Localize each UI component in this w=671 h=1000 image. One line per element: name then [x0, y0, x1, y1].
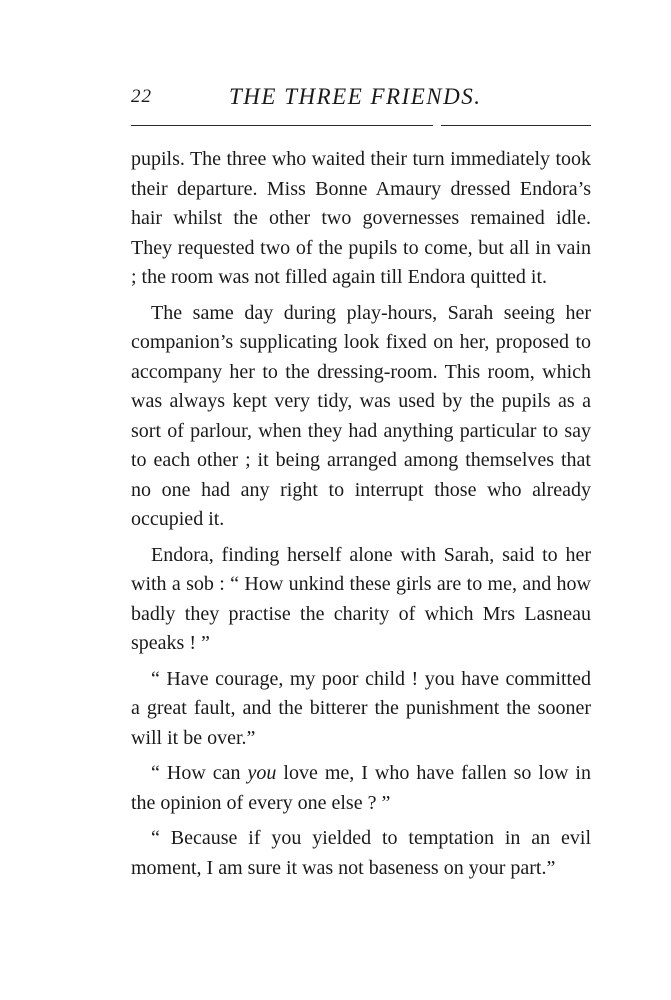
paragraph-2: The same day during play-hours, Sarah seeing her companion’s supplicating look fixed on her, proposed to accompany her to the dressing-room. This room, which was always kept very tidy, was used by the pupils as a sort of parlour, when they had anything particular to say to each other ; it being arranged among themselves that no one had any right to interrupt those who already occupied it.	[131, 301, 591, 530]
header-rule-left	[131, 125, 433, 126]
paragraph-1: pupils. The three who waited their turn immediately took their departure. Miss Bonne Amaury dressed Endora’s hair whilst the other two governesses remained idle. They requested two of the pupils to come, but all in vain ; the room was not filled again till Endora quitted it.	[131, 148, 591, 288]
body-text	[131, 145, 591, 889]
paragraph-4: “ Have courage, my poor child ! you have committed a great fault, and the bitterer the punishment the sooner will it be over.”	[131, 667, 591, 749]
paragraph-6: “ Because if you yielded to temptation in an evil moment, I am sure it was not baseness on your part.”	[131, 827, 591, 879]
paragraph-3: Endora, finding herself alone with Sarah, said to her with a sob : “ How unkind these girls are to me, and how badly they practise the charity of which Mrs Lasneau speaks ! ”	[131, 543, 591, 654]
paragraph-5-end: love me, I who have fallen so low in the opinion of every one else ? ”	[131, 762, 591, 814]
paragraph-5	[131, 759, 591, 818]
running-head	[131, 84, 591, 114]
running-title: THE THREE FRIENDS.	[229, 84, 482, 109]
emphasized-word: you	[247, 762, 277, 784]
header-rule-right	[441, 125, 591, 126]
page-number: 22	[131, 86, 152, 107]
paragraph-5-start: “ How can	[151, 762, 248, 784]
